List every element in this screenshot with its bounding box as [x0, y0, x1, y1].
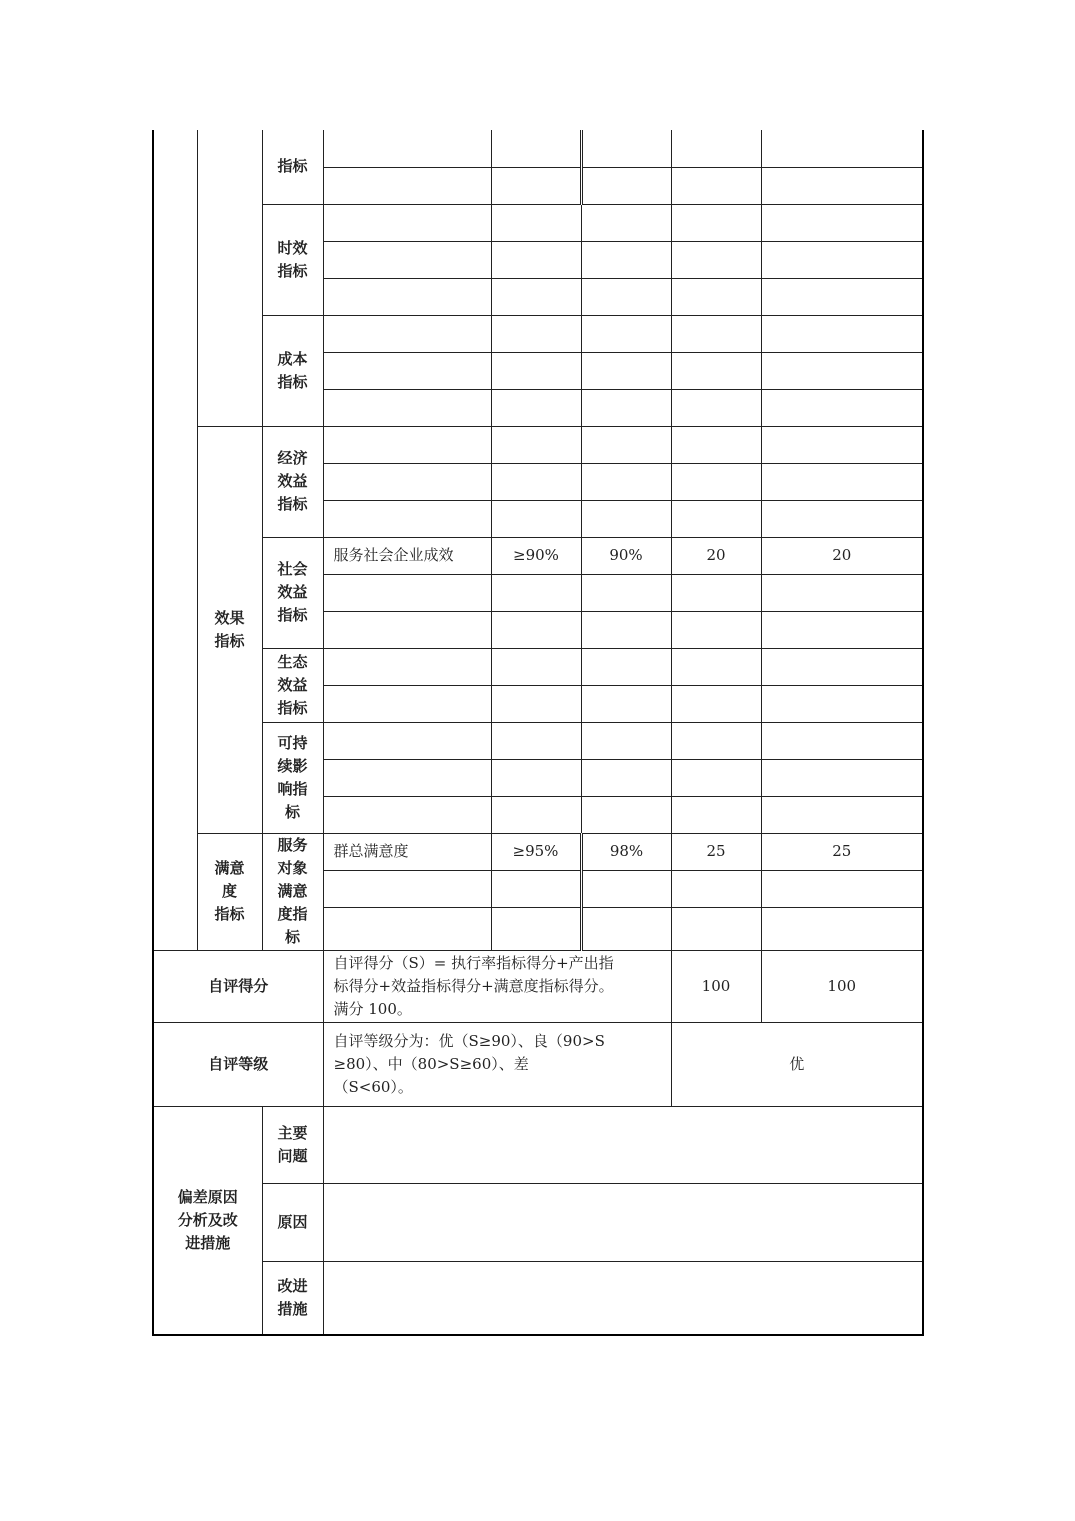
- cell: [761, 426, 923, 463]
- cell: [671, 352, 761, 389]
- cell: [761, 389, 923, 426]
- cell: [671, 167, 761, 204]
- cell: [491, 167, 581, 204]
- cell: [581, 611, 671, 648]
- cell: [581, 204, 671, 241]
- cell: [581, 167, 671, 204]
- satisfaction-row-target: ≥95%: [491, 833, 581, 870]
- self-score-formula: 自评得分（S）= 执行率指标得分+产出指 标得分+效益指标得分+满意度指标得分。 满分 100。: [323, 950, 671, 1022]
- cell: [581, 241, 671, 278]
- cell: [671, 463, 761, 500]
- sustainable-impact-indicator-label: 可持 续影 响指 标: [262, 722, 323, 833]
- cell: [491, 722, 581, 759]
- service-object-satisfaction-label: 服务 对象 满意 度指 标: [262, 833, 323, 950]
- cell: [491, 352, 581, 389]
- cell: [491, 759, 581, 796]
- satisfaction-row-score: 25: [761, 833, 923, 870]
- cell: [671, 278, 761, 315]
- cell: [761, 130, 923, 167]
- cell: [761, 574, 923, 611]
- reason-label: 原因: [262, 1183, 323, 1261]
- cell: [671, 648, 761, 685]
- improvement-measures-label: 改进 措施: [262, 1261, 323, 1335]
- cell: [761, 241, 923, 278]
- cell: [491, 796, 581, 833]
- social-row-name: 服务社会企业成效: [323, 537, 491, 574]
- cell: [323, 389, 491, 426]
- cell: [581, 685, 671, 722]
- cell: [671, 870, 761, 907]
- cell: [581, 389, 671, 426]
- cell: [671, 759, 761, 796]
- cell: [761, 500, 923, 537]
- cell: [761, 796, 923, 833]
- cell: [761, 870, 923, 907]
- cell: [581, 870, 671, 907]
- cell: [491, 611, 581, 648]
- cell: [761, 278, 923, 315]
- output-indicator-label-cell: [197, 130, 262, 426]
- cell: [491, 130, 581, 167]
- reason-content: [323, 1183, 923, 1261]
- cell: [761, 204, 923, 241]
- satisfaction-indicator-label: 满意 度 指标: [197, 833, 262, 950]
- social-benefit-indicator-label: 社会 效益 指标: [262, 537, 323, 648]
- cell: [761, 722, 923, 759]
- cell: [581, 278, 671, 315]
- cost-indicator-label: 成本 指标: [262, 315, 323, 426]
- output-indicator-tail-label: 指标: [262, 130, 323, 204]
- cell: [491, 241, 581, 278]
- cell: [581, 426, 671, 463]
- cell: [761, 759, 923, 796]
- cell: [761, 648, 923, 685]
- cell: [491, 685, 581, 722]
- cell: [323, 685, 491, 722]
- cell: [491, 870, 581, 907]
- economic-benefit-indicator-label: 经济 效益 指标: [262, 426, 323, 537]
- category-column-blank: [153, 130, 197, 950]
- cell: [761, 685, 923, 722]
- cell: [671, 907, 761, 950]
- cell: [491, 648, 581, 685]
- cell: [581, 574, 671, 611]
- cell: [581, 907, 671, 950]
- cell: [323, 204, 491, 241]
- cell: [323, 722, 491, 759]
- cell: [323, 130, 491, 167]
- main-issues-content: [323, 1106, 923, 1183]
- ecological-benefit-indicator-label: 生态 效益 指标: [262, 648, 323, 722]
- cell: [581, 352, 671, 389]
- cell: [491, 315, 581, 352]
- cell: [323, 315, 491, 352]
- cell: [581, 500, 671, 537]
- cell: [671, 500, 761, 537]
- cell: [761, 315, 923, 352]
- cell: [671, 685, 761, 722]
- cell: [323, 648, 491, 685]
- cell: [491, 463, 581, 500]
- cell: [671, 241, 761, 278]
- cell: [671, 722, 761, 759]
- satisfaction-row-name: 群总满意度: [323, 833, 491, 870]
- cell: [491, 204, 581, 241]
- social-row-target: ≥90%: [491, 537, 581, 574]
- self-grade-rule: 自评等级分为：优（S≥90）、良（90>S ≥80）、中（80>S≥60）、差 （S<60）。: [323, 1022, 671, 1106]
- cell: [671, 130, 761, 167]
- cell: [581, 759, 671, 796]
- cell: [671, 204, 761, 241]
- effect-indicator-label: 效果 指标: [197, 426, 262, 833]
- cell: [323, 241, 491, 278]
- cell: [671, 574, 761, 611]
- cell: [323, 463, 491, 500]
- self-score-label: 自评得分: [153, 950, 323, 1022]
- cell: [491, 426, 581, 463]
- self-score-value: 100: [761, 950, 923, 1022]
- cell: [323, 500, 491, 537]
- social-row-score: 20: [761, 537, 923, 574]
- cell: [323, 167, 491, 204]
- satisfaction-row-weight: 25: [671, 833, 761, 870]
- cell: [323, 907, 491, 950]
- cell: [323, 796, 491, 833]
- cell: [323, 870, 491, 907]
- self-score-weight: 100: [671, 950, 761, 1022]
- cell: [323, 759, 491, 796]
- cell: [581, 315, 671, 352]
- cell: [491, 907, 581, 950]
- cell: [323, 278, 491, 315]
- social-row-weight: 20: [671, 537, 761, 574]
- improvement-measures-content: [323, 1261, 923, 1335]
- cell: [671, 796, 761, 833]
- social-row-actual: 90%: [581, 537, 671, 574]
- cell: [671, 426, 761, 463]
- self-grade-value: 优: [671, 1022, 923, 1106]
- cell: [491, 389, 581, 426]
- cell: [761, 907, 923, 950]
- cell: [581, 463, 671, 500]
- cell: [671, 611, 761, 648]
- satisfaction-row-actual: 98%: [581, 833, 671, 870]
- cell: [581, 130, 671, 167]
- cell: [581, 648, 671, 685]
- cell: [761, 463, 923, 500]
- cell: [761, 167, 923, 204]
- self-grade-label: 自评等级: [153, 1022, 323, 1106]
- main-issues-label: 主要 问题: [262, 1106, 323, 1183]
- cell: [671, 315, 761, 352]
- cell: [491, 574, 581, 611]
- deviation-analysis-label: 偏差原因 分析及改 进措施: [153, 1106, 262, 1335]
- cell: [581, 796, 671, 833]
- cell: [491, 500, 581, 537]
- cell: [491, 278, 581, 315]
- performance-evaluation-table: [152, 130, 924, 1336]
- cell: [671, 389, 761, 426]
- timeliness-indicator-label: 时效 指标: [262, 204, 323, 315]
- cell: [323, 352, 491, 389]
- cell: [323, 611, 491, 648]
- cell: [323, 426, 491, 463]
- cell: [761, 352, 923, 389]
- cell: [581, 722, 671, 759]
- cell: [323, 574, 491, 611]
- cell: [761, 611, 923, 648]
